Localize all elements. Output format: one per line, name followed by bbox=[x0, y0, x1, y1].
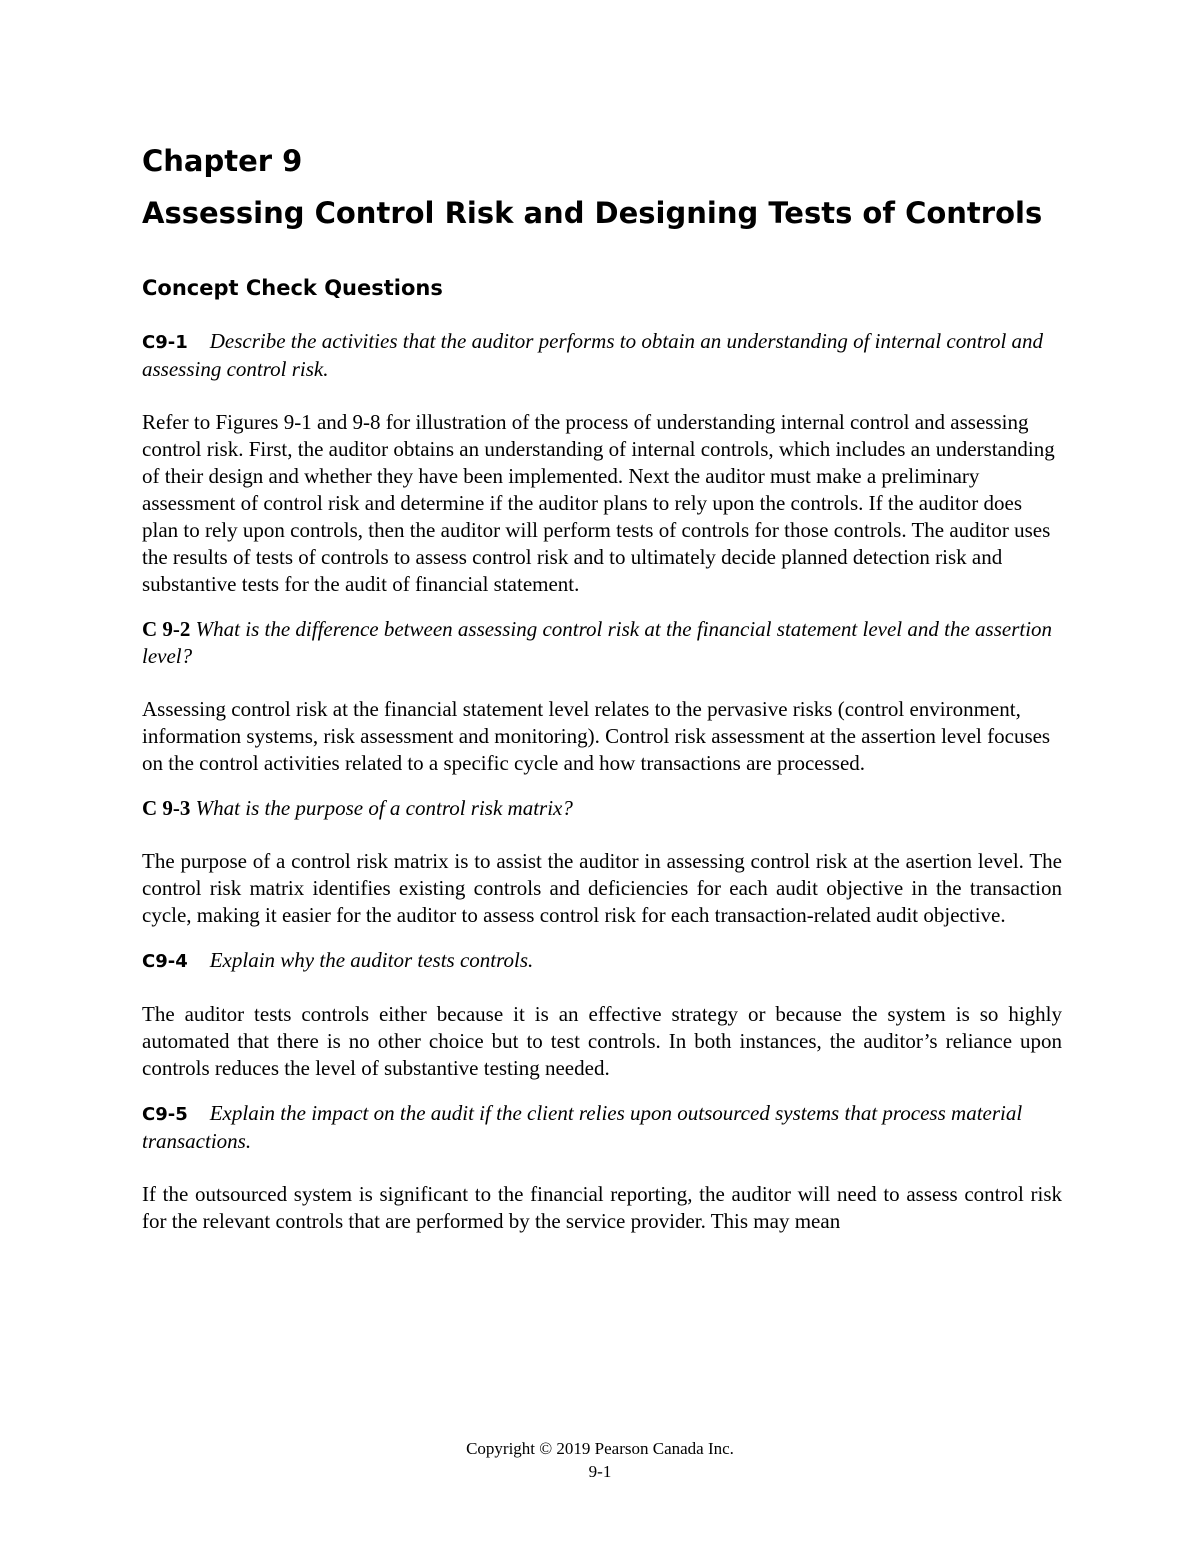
page-content bbox=[142, 142, 1062, 1235]
section-heading: Concept Check Questions bbox=[142, 276, 443, 300]
qa-block-c9-4 bbox=[142, 947, 1062, 1082]
answer: If the outsourced system is significant to the financial reporting, the auditor will need to assess control risk for the relevant controls that are performed by the service provider. This may mean bbox=[142, 1182, 1062, 1233]
question-number: C 9-2 bbox=[142, 617, 191, 641]
qa-block-c9-5 bbox=[142, 1100, 1062, 1235]
answer: Refer to Figures 9-1 and 9-8 for illustration of the process of understanding internal control and assessing control risk. First, the auditor obtains an understanding of internal controls, which includes an understanding of their design and whether they have been implemented. Next the auditor must make a preliminary assessment of control risk and determine if the auditor plans to rely upon the controls. If the auditor does plan to rely upon controls, then the auditor will perform tests of controls for those controls. The auditor uses the results of tests of controls to assess control risk and to ultimately decide planned detection risk and substantive tests for the audit of financial statement. bbox=[142, 410, 1055, 596]
question-text: Explain why the auditor tests controls. bbox=[209, 948, 534, 972]
question bbox=[142, 795, 1062, 822]
question bbox=[142, 947, 1062, 975]
question-number: C9-1 bbox=[142, 332, 188, 353]
question bbox=[142, 616, 1062, 670]
footer-page-number: 9-1 bbox=[588, 1462, 612, 1481]
question bbox=[142, 1100, 1062, 1155]
chapter-title: Chapter 9 bbox=[142, 144, 303, 178]
question-text: What is the difference between assessing control risk at the financial statement level and the assertion level? bbox=[142, 617, 1053, 668]
question-text: Describe the activities that the auditor performs to obtain an understanding of internal control and assessing control risk. bbox=[142, 329, 1044, 381]
chapter-subtitle: Assessing Control Risk and Designing Tests of Controls bbox=[142, 196, 1043, 230]
question bbox=[142, 328, 1062, 383]
qa-block-c9-3 bbox=[142, 795, 1062, 929]
question-text: Explain the impact on the audit if the client relies upon outsourced systems that process material transactions. bbox=[142, 1101, 1023, 1153]
footer-copyright: Copyright © 2019 Pearson Canada Inc. bbox=[466, 1439, 734, 1458]
answer: The auditor tests controls either because it is an effective strategy or because the system is so highly automated that there is no other choice but to test controls. In both instances, the auditor’s reliance upon controls reduces the level of substantive testing needed. bbox=[142, 1002, 1062, 1080]
answer: Assessing control risk at the financial statement level relates to the pervasive risks (control environment, information systems, risk assessment and monitoring). Control risk assessment at the assertion level focuses on the control activities related to a specific cycle and how transactions are processed. bbox=[142, 697, 1051, 775]
question-number: C9-4 bbox=[142, 951, 188, 972]
question-number: C 9-3 bbox=[142, 796, 191, 820]
question-text: What is the purpose of a control risk matrix? bbox=[195, 796, 573, 820]
qa-block-c9-2 bbox=[142, 616, 1062, 777]
qa-block-c9-1 bbox=[142, 328, 1062, 598]
answer: The purpose of a control risk matrix is to assist the auditor in assessing control risk at the asertion level. The control risk matrix identifies existing controls and deficiencies for each audit objective in the transaction cycle, making it easier for the auditor to assess control risk for each transaction-related audit objective. bbox=[142, 849, 1062, 927]
question-number: C9-5 bbox=[142, 1104, 188, 1125]
